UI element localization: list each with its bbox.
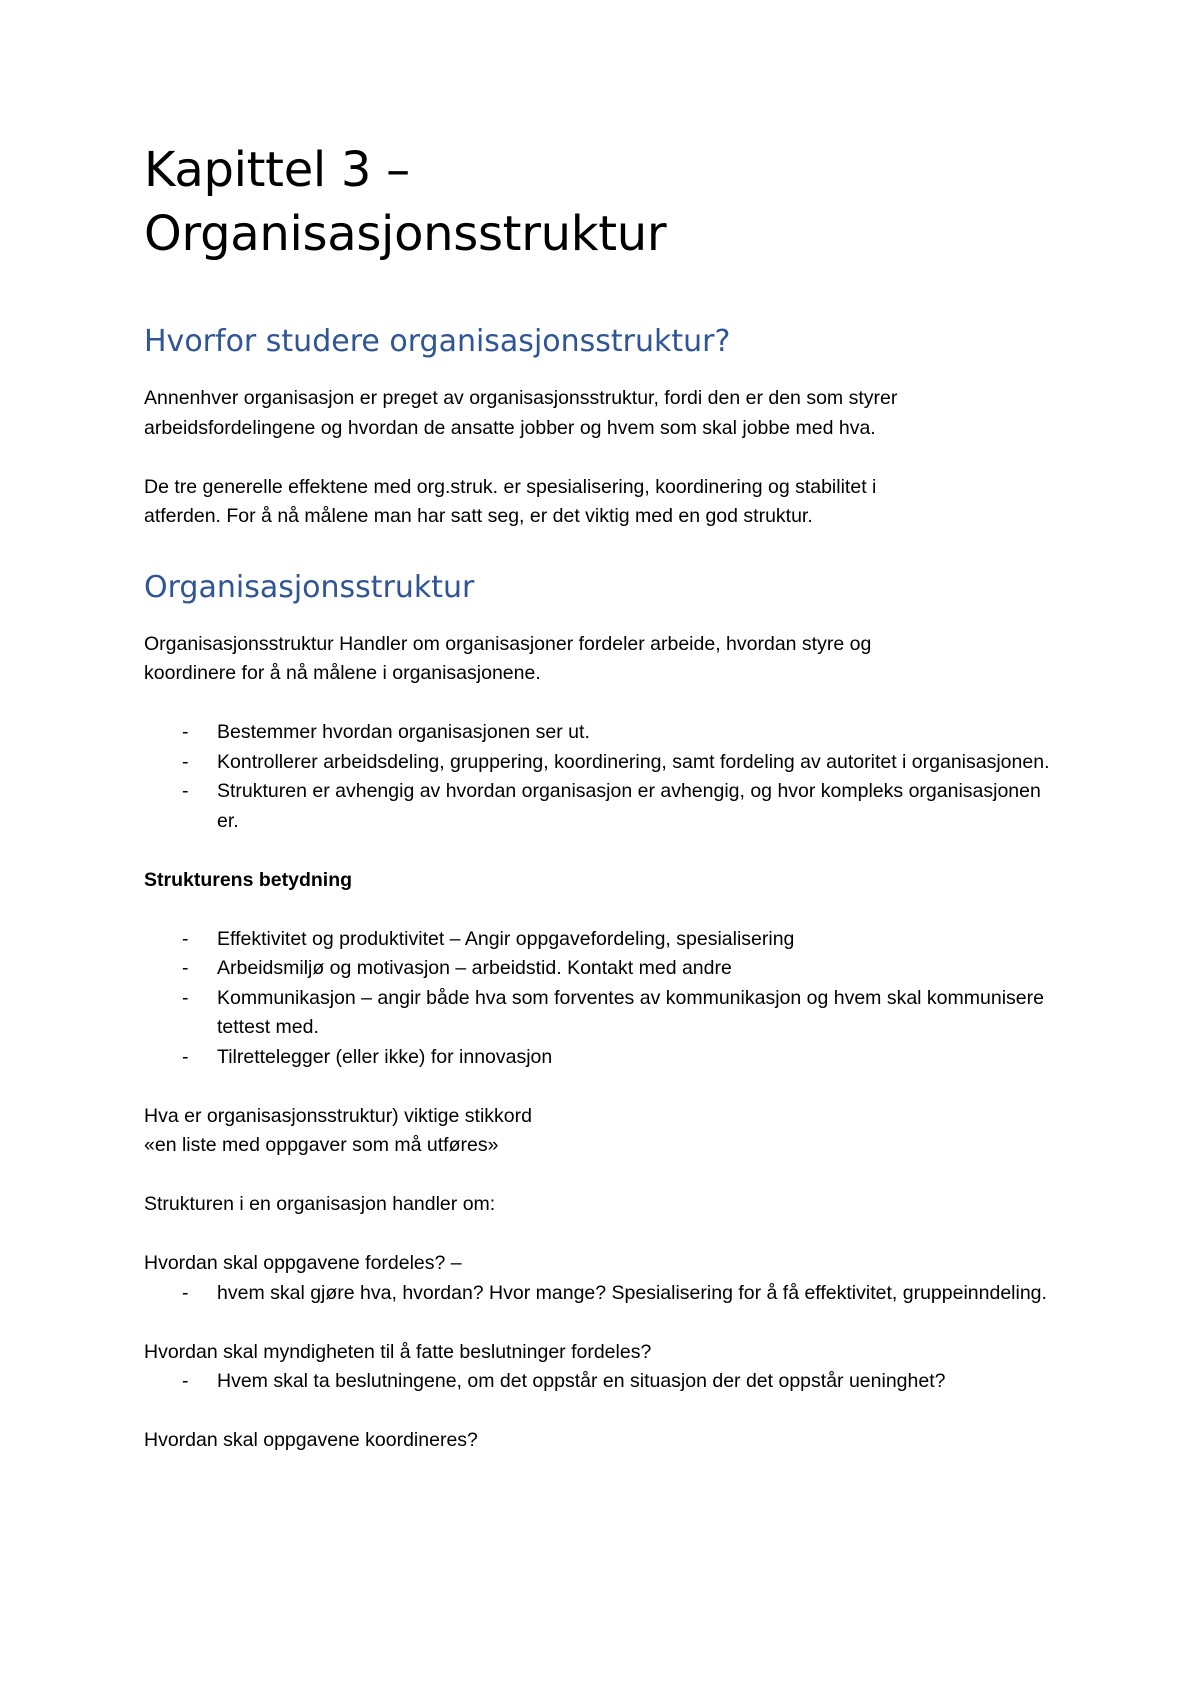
bullet-list-structure — [144, 718, 1064, 836]
paragraph-line: Hva er organisasjonsstruktur) viktige stikkord — [144, 1104, 532, 1127]
paragraph-line: Annenhver organisasjon er preget av organisasjonsstruktur, fordi den er den som styrer — [144, 387, 898, 409]
paragraph-structure-intro — [144, 630, 1064, 689]
paragraph-line: koordinere for å nå målene i organisasjonene. — [144, 662, 541, 684]
paragraph-about: Strukturen i en organisasjon handler om: — [144, 1193, 496, 1215]
list-item: - Effektivitet og produktivitet – Angir oppgavefordeling, spesialisering — [182, 927, 795, 950]
list-item: - Arbeidsmiljø og motivasjon – arbeidstid. Kontakt med andre — [182, 957, 732, 979]
section-heading-why: Hvorfor studere organisasjonsstruktur? — [144, 324, 731, 359]
list-item: - hvem skal gjøre hva, hvordan? Hvor mange? Spesialisering for å få effektivitet, gruppeinndeling. — [182, 1281, 1047, 1304]
document-title — [144, 138, 1064, 266]
list-item: - Hvem skal ta beslutningene, om det oppstår en situasjon der det oppstår ueninghet? — [182, 1370, 946, 1392]
bullet-list-q2 — [144, 1367, 1064, 1397]
bullet-list-importance — [144, 925, 1064, 1073]
document-page — [144, 138, 1064, 1456]
section-heading-structure: Organisasjonsstruktur — [144, 569, 475, 605]
paragraph-keywords — [144, 1102, 1064, 1161]
paragraph-line: arbeidsfordelingene og hvordan de ansatte jobber og hvem som skal jobbe med hva. — [144, 416, 876, 439]
list-item: - Kontrollerer arbeidsdeling, gruppering, koordinering, samt fordeling av autoritet i organisasjonen. — [182, 750, 1050, 773]
list-item: - Strukturen er avhengig av hvordan organisasjon er avhengig, og hvor kompleks organisasjonen er. — [182, 780, 1041, 832]
list-item: - Kommunikasjon – angir både hva som forventes av kommunikasjon og hvem skal kommunisere tettest med. — [182, 986, 1044, 1038]
question-coordination: Hvordan skal oppgavene koordineres? — [144, 1429, 478, 1451]
paragraph-line: De tre generelle effektene med org.struk. er spesialisering, koordinering og stabilitet i — [144, 475, 877, 498]
question-authority: Hvordan skal myndigheten til å fatte beslutninger fordeles? — [144, 1340, 652, 1363]
paragraph-line: atferden. For å nå målene man har satt seg, er det viktig med en god struktur. — [144, 505, 813, 527]
bullet-list-q1 — [144, 1279, 1064, 1309]
paragraph-line: Organisasjonsstruktur Handler om organisasjoner fordeler arbeide, hvordan styre og — [144, 632, 872, 655]
paragraph-effects — [144, 473, 1064, 532]
list-item: - Tilrettelegger (eller ikke) for innovasjon — [182, 1045, 553, 1068]
document-title-line1: Kapittel 3 – — [144, 142, 410, 198]
document-title-line2: Organisasjonsstruktur — [144, 206, 667, 262]
paragraph-line: «en liste med oppgaver som må utføres» — [144, 1134, 499, 1156]
paragraph-intro — [144, 384, 1064, 443]
subheading-importance: Strukturens betydning — [144, 868, 353, 891]
question-distribution: Hvordan skal oppgavene fordeles? – — [144, 1252, 462, 1274]
list-item: - Bestemmer hvordan organisasjonen ser ut. — [182, 721, 590, 743]
